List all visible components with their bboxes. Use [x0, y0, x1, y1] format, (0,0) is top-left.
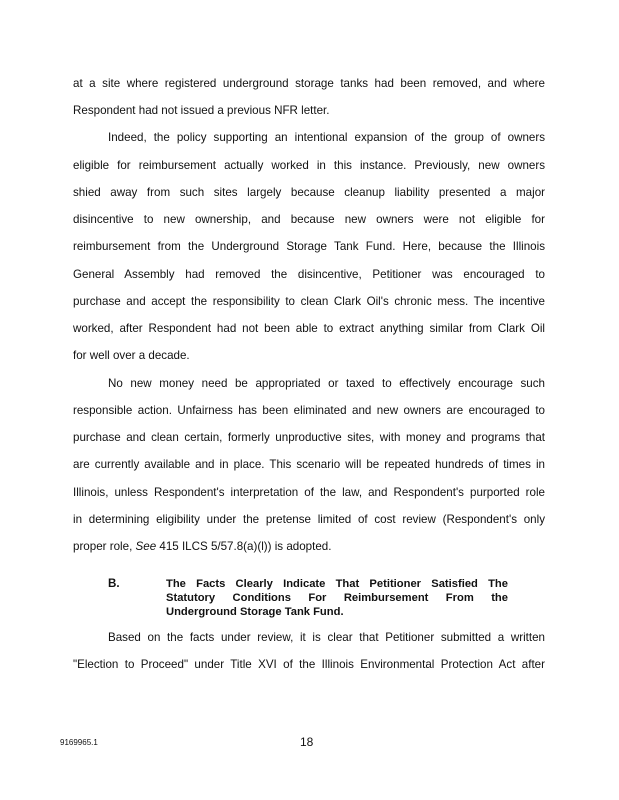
body-line-5: shied away from such sites largely because cleanup liability presented a major — [73, 186, 545, 199]
section-heading-line-2: Statutory Conditions For Reimbursement From the — [166, 592, 508, 604]
body-line-7: reimbursement from the Underground Storage Tank Fund. Here, because the Illinois — [73, 240, 545, 253]
body-line-18 — [73, 540, 545, 554]
body-line-12: No new money need be appropriated or taxed to effectively encourage such — [108, 377, 545, 390]
body-line-13: responsible action. Unfairness has been eliminated and new owners are encouraged to — [73, 404, 545, 417]
body-line-18-start: proper role, — [73, 540, 136, 553]
body-line-16: Illinois, unless Respondent's interpretation of the law, and Respondent's purported role — [73, 486, 545, 499]
body-line-2: Respondent had not issued a previous NFR letter. — [73, 104, 330, 117]
document-id: 9169965.1 — [60, 738, 98, 747]
body-line-18-end: 415 ILCS 5/57.8(a)(l)) is adopted. — [156, 540, 332, 553]
body-line-1: at a site where registered underground storage tanks had been removed, and where — [73, 77, 545, 90]
body-line-9: purchase and accept the responsibility to clean Clark Oil's chronic mess. The incentive — [73, 295, 545, 308]
body-line-8: General Assembly had removed the disincentive, Petitioner was encouraged to — [73, 268, 545, 281]
citation-signal: See — [135, 540, 157, 553]
body-line-3: Indeed, the policy supporting an intentional expansion of the group of owners — [108, 131, 545, 144]
body-line-6: disincentive to new ownership, and because new owners were not eligible for — [73, 213, 545, 226]
body-line-4: eligible for reimbursement actually worked in this instance. Previously, new owners — [73, 159, 545, 172]
body-line-11: for well over a decade. — [73, 349, 190, 362]
body-line-14: purchase and clean certain, formerly unproductive sites, with money and programs that — [73, 431, 545, 444]
section-letter: B. — [108, 577, 120, 590]
section-heading-line-3: Underground Storage Tank Fund. — [166, 606, 344, 618]
body-line-17: in determining eligibility under the pretense limited of cost review (Respondent's only — [73, 513, 545, 526]
section-heading-line-1: The Facts Clearly Indicate That Petitioner Satisfied The — [166, 578, 508, 590]
closing-line-2: "Election to Proceed" under Title XVI of the Illinois Environmental Protection Act after — [73, 658, 545, 671]
body-line-15: are currently available and in place. This scenario will be repeated hundreds of times in — [73, 458, 545, 471]
page-number: 18 — [300, 735, 314, 749]
body-line-10: worked, after Respondent had not been able to extract anything similar from Clark Oil — [73, 322, 545, 335]
closing-line-1: Based on the facts under review, it is clear that Petitioner submitted a written — [108, 631, 545, 644]
